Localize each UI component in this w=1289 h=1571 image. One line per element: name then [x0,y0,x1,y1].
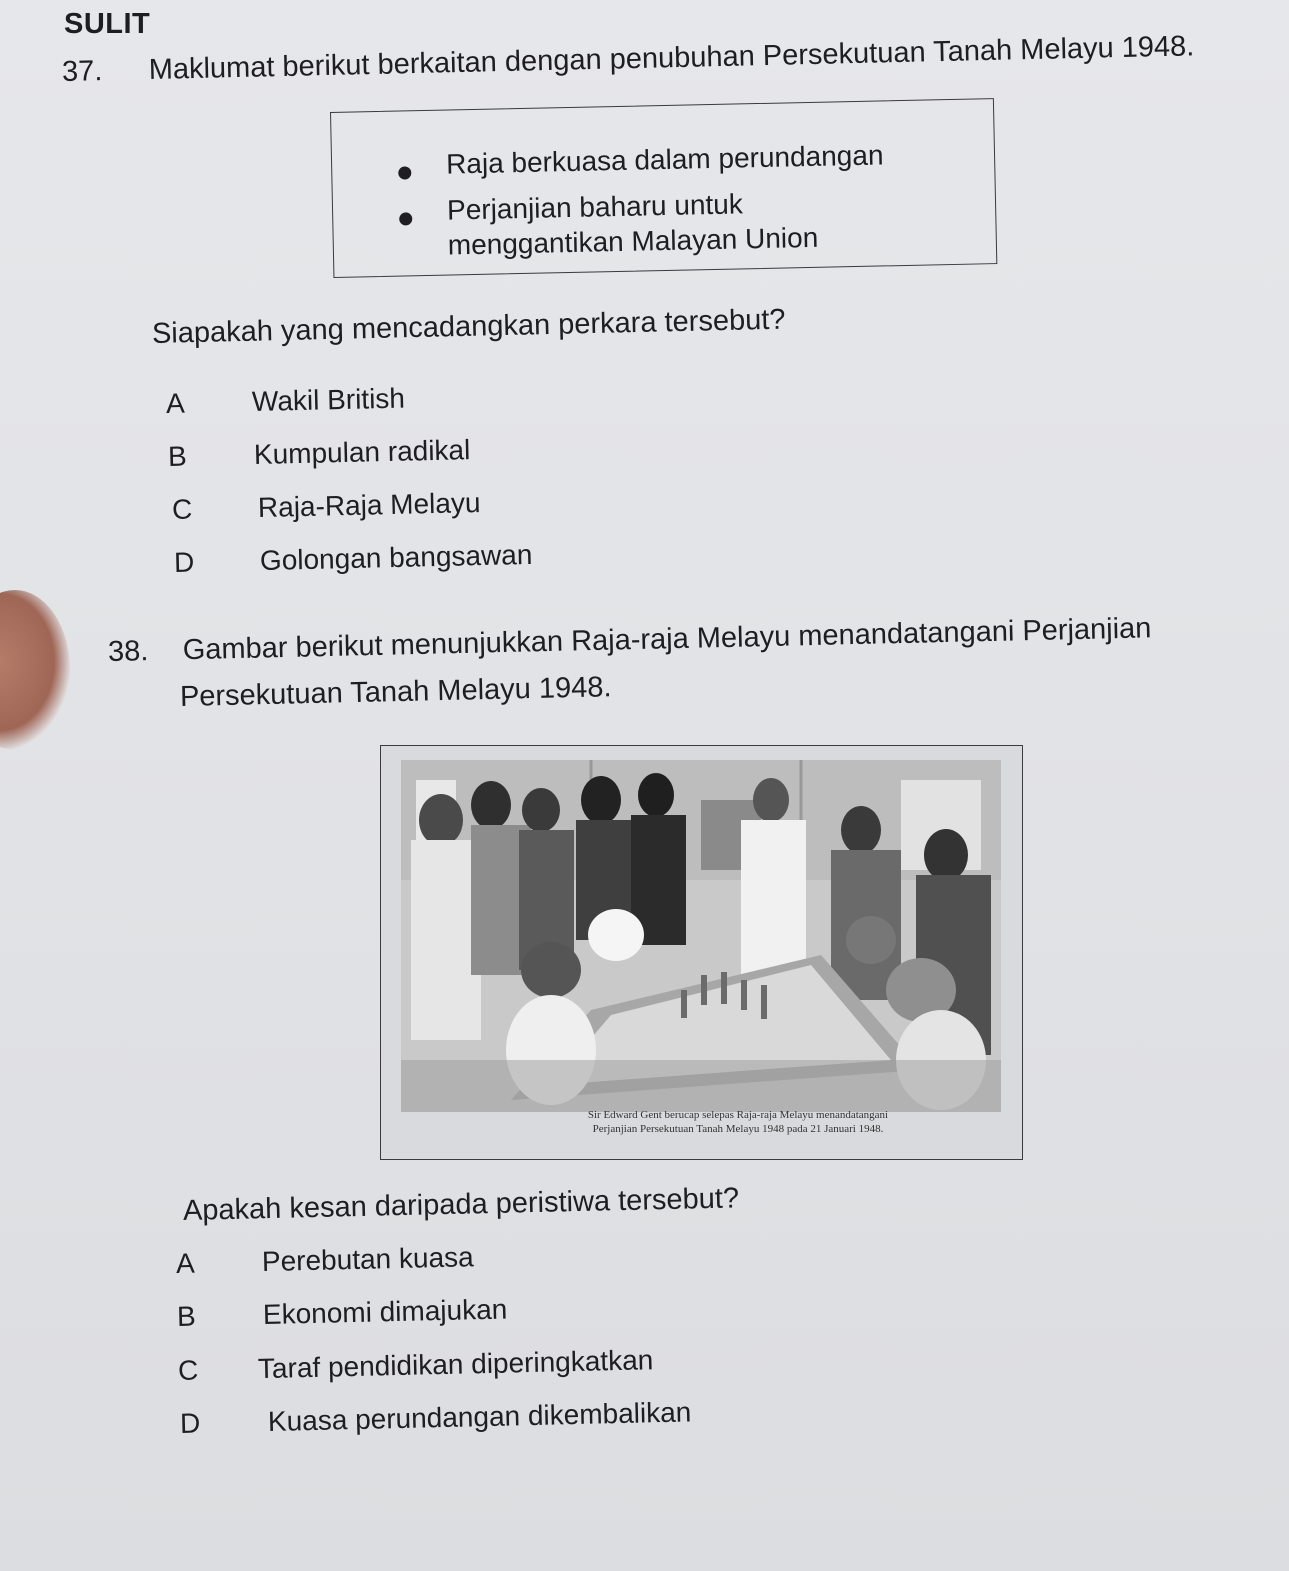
question-38-prompt: Apakah kesan daripada peristiwa tersebut? [182,1182,740,1227]
question-37-prompt: Siapakah yang mencadangkan perkara tersebut? [151,303,786,350]
option-letter: C [171,493,193,525]
question-38-stem-row [108,610,1268,669]
question-37-option-d[interactable] [173,538,533,579]
question-38-option-c[interactable] [177,1344,654,1387]
info-box-item-2: Perjanjian baharu untuk [446,188,744,226]
option-letter: B [167,440,188,472]
finger-shadow [0,590,70,750]
option-letter: A [175,1247,196,1279]
question-38-number: 38. [107,635,149,668]
option-text: Taraf pendidikan diperingkatkan [257,1344,654,1385]
question-37-stem: Maklumat berikut berkaitan dengan penubuhan Persekutuan Tanah Melayu 1948. [148,30,1195,87]
option-letter: D [173,546,195,578]
question-38-stem-line-2: Persekutuan Tanah Melayu 1948. [179,671,612,713]
option-letter: C [177,1354,199,1386]
question-37-option-c[interactable] [171,487,481,526]
question-37-number: 37. [61,55,103,88]
option-text: Raja-Raja Melayu [257,487,481,524]
question-37-stem-row [62,29,1272,89]
option-text: Golongan bangsawan [259,538,533,577]
question-38-option-d[interactable] [179,1396,692,1440]
question-38-option-a[interactable] [175,1241,474,1280]
historical-photo-frame [380,745,1023,1160]
question-37-option-b[interactable] [167,434,471,473]
info-box-item-1: Raja berkuasa dalam perundangan [445,139,884,180]
question-38-stem-line-1: Gambar berikut menunjukkan Raja-raja Melayu menandatangani Perjanjian [182,612,1152,667]
photo-caption-line-1: Sir Edward Gent berucap selepas Raja-raja Melayu menandatangani [587,1109,889,1121]
photo-caption [473,1108,1003,1136]
option-letter: B [176,1300,197,1332]
info-box [330,98,997,278]
option-text: Wakil British [251,382,406,418]
historical-photo [401,760,1001,1112]
option-text: Kumpulan radikal [253,434,471,471]
bullet-icon [398,166,411,179]
option-letter: D [179,1407,201,1439]
option-text: Ekonomi dimajukan [262,1293,508,1331]
option-text: Kuasa perundangan dikembalikan [267,1396,692,1437]
classification-label: SULIT [64,8,151,40]
question-38-option-b[interactable] [176,1293,508,1333]
info-box-item-3: menggantikan Malayan Union [447,221,819,261]
option-letter: A [165,387,186,419]
option-text: Perebutan kuasa [261,1241,474,1278]
photo-caption-line-2: Perjanjian Persekutuan Tanah Melayu 1948 pada 21 Januari 1948. [592,1123,884,1135]
bullet-icon [399,212,412,225]
question-37-option-a[interactable] [165,382,406,420]
